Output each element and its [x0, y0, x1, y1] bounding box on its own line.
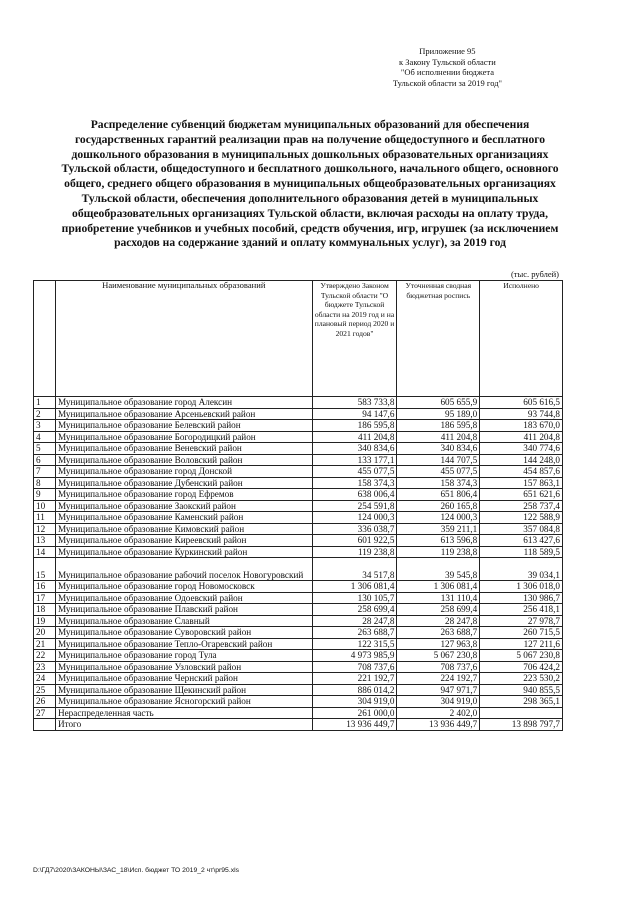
row-approved: 94 147,6	[312, 408, 397, 420]
row-revised: 359 211,1	[397, 523, 480, 535]
total-label: Итого	[55, 719, 312, 731]
row-number: 7	[34, 466, 56, 478]
row-executed: 5 067 230,8	[480, 650, 563, 662]
row-number: 24	[34, 673, 56, 685]
row-approved: 411 204,8	[312, 431, 397, 443]
row-revised: 613 596,8	[397, 535, 480, 547]
row-name: Муниципальное образование Ясногорский район	[55, 696, 312, 708]
row-approved: 34 517,8	[312, 558, 397, 581]
annex-line-1: Приложение 95	[419, 46, 476, 56]
table-header-row	[34, 281, 563, 397]
row-name: Муниципальное образование Заокский район	[55, 500, 312, 512]
row-name: Муниципальное образование Богородицкий район	[55, 431, 312, 443]
total-number-cell	[34, 719, 56, 731]
row-executed: 258 737,4	[480, 500, 563, 512]
table-row	[34, 604, 563, 616]
row-number: 13	[34, 535, 56, 547]
row-number: 10	[34, 500, 56, 512]
row-revised: 39 545,8	[397, 558, 480, 581]
row-approved: 133 177,1	[312, 454, 397, 466]
row-executed: 298 365,1	[480, 696, 563, 708]
table-row	[34, 546, 563, 558]
row-revised: 127 963,8	[397, 638, 480, 650]
row-revised: 947 971,7	[397, 684, 480, 696]
row-name: Муниципальное образование Каменский район	[55, 512, 312, 524]
row-name: Муниципальное образование Одоевский район	[55, 592, 312, 604]
row-executed: 706 424,2	[480, 661, 563, 673]
row-name: Муниципальное образование город Донской	[55, 466, 312, 478]
row-revised: 455 077,5	[397, 466, 480, 478]
table-row	[34, 397, 563, 409]
header-executed: Исполнено	[480, 281, 563, 397]
row-executed: 223 530,2	[480, 673, 563, 685]
row-approved: 708 737,6	[312, 661, 397, 673]
row-executed: 130 986,7	[480, 592, 563, 604]
table-row	[34, 523, 563, 535]
table-row	[34, 500, 563, 512]
table-row	[34, 650, 563, 662]
row-name: Муниципальное образование Щекинский район	[55, 684, 312, 696]
row-approved: 4 973 985,9	[312, 650, 397, 662]
row-approved: 261 000,0	[312, 707, 397, 719]
table-row	[34, 558, 563, 581]
table-row	[34, 408, 563, 420]
row-approved: 886 014,2	[312, 684, 397, 696]
row-executed: 454 857,6	[480, 466, 563, 478]
header-number	[34, 281, 56, 397]
table-row	[34, 661, 563, 673]
row-number: 3	[34, 420, 56, 432]
annex-line-4: Тульской области за 2019 год"	[392, 77, 502, 88]
table-row	[34, 431, 563, 443]
row-executed: 118 589,5	[480, 546, 563, 558]
row-number: 25	[34, 684, 56, 696]
row-approved: 124 000,3	[312, 512, 397, 524]
row-executed: 357 084,8	[480, 523, 563, 535]
row-name: Муниципальное образование Воловский район	[55, 454, 312, 466]
table-row	[34, 696, 563, 708]
table-row	[34, 592, 563, 604]
row-revised: 605 655,9	[397, 397, 480, 409]
row-approved: 304 919,0	[312, 696, 397, 708]
row-revised: 304 919,0	[397, 696, 480, 708]
row-name: Муниципальное образование Веневский район	[55, 443, 312, 455]
row-approved: 130 105,7	[312, 592, 397, 604]
row-number: 26	[34, 696, 56, 708]
row-number: 12	[34, 523, 56, 535]
table-row	[34, 454, 563, 466]
row-approved: 221 192,7	[312, 673, 397, 685]
row-number: 6	[34, 454, 56, 466]
row-executed: 127 211,6	[480, 638, 563, 650]
row-revised: 131 110,4	[397, 592, 480, 604]
row-approved: 638 006,4	[312, 489, 397, 501]
row-revised: 1 306 081,4	[397, 581, 480, 593]
row-approved: 455 077,5	[312, 466, 397, 478]
row-executed: 1 306 018,0	[480, 581, 563, 593]
row-revised: 260 165,8	[397, 500, 480, 512]
row-number: 16	[34, 581, 56, 593]
row-number: 2	[34, 408, 56, 420]
row-approved: 119 238,8	[312, 546, 397, 558]
row-number: 17	[34, 592, 56, 604]
table-row	[34, 443, 563, 455]
table-row	[34, 684, 563, 696]
row-name: Муниципальное образование Тепло-Огаревский район	[55, 638, 312, 650]
row-name: Муниципальное образование Кимовский район	[55, 523, 312, 535]
row-revised: 5 067 230,8	[397, 650, 480, 662]
row-executed: 122 588,9	[480, 512, 563, 524]
row-name: Муниципальное образование Узловский район	[55, 661, 312, 673]
total-executed: 13 898 797,7	[480, 719, 563, 731]
row-number: 22	[34, 650, 56, 662]
table-row	[34, 581, 563, 593]
row-number: 27	[34, 707, 56, 719]
row-name: Муниципальное образование Чернский район	[55, 673, 312, 685]
table-row	[34, 615, 563, 627]
row-executed: 144 248,0	[480, 454, 563, 466]
row-name: Муниципальное образование Арсеньевский район	[55, 408, 312, 420]
row-number: 19	[34, 615, 56, 627]
table-row	[34, 512, 563, 524]
row-revised: 708 737,6	[397, 661, 480, 673]
row-name: Муниципальное образование город Новомосковск	[55, 581, 312, 593]
row-executed: 256 418,1	[480, 604, 563, 616]
table-row	[34, 420, 563, 432]
file-path-footer: D:\ГД7\2020\ЗАКОНЫ\ЗАС_18\Исп. бюджет ТО 2019_2 чт\pr95.xls	[33, 867, 240, 874]
table-row	[34, 707, 563, 719]
row-number: 4	[34, 431, 56, 443]
row-revised: 186 595,8	[397, 420, 480, 432]
header-revised: Уточненная сводная бюджетная роспись	[397, 281, 480, 397]
row-approved: 263 688,7	[312, 627, 397, 639]
table-row	[34, 638, 563, 650]
row-executed	[480, 707, 563, 719]
row-approved: 340 834,6	[312, 443, 397, 455]
header-name: Наименование муниципальных образований	[55, 281, 312, 397]
row-number: 5	[34, 443, 56, 455]
row-revised: 158 374,3	[397, 477, 480, 489]
table-body	[34, 397, 563, 719]
row-revised: 95 189,0	[397, 408, 480, 420]
row-approved: 336 038,7	[312, 523, 397, 535]
document-title: Распределение субвенций бюджетам муниципальных образований для обеспечения государственных гарантий реализации прав на получение общедоступного и бесплатного дошкольного образования в муниципальных дошкольных образовательных организациях Тульской области, общедоступного и бесплатного дошкольного, начального общего, основного общего, среднего общего образования в муниципальных общеобразовательных организациях Тульской области, обеспечения дополнительного образования детей в муниципальных общеобразовательных организациях Тульской области, включая расходы на оплату труда, приобретение учебников и учебных пособий, средств обучения, игр, игрушек (за исключением расходов на содержание зданий и оплату коммунальных услуг), за 2019 год	[61, 118, 559, 250]
row-number: 9	[34, 489, 56, 501]
row-executed: 27 978,7	[480, 615, 563, 627]
row-executed: 940 855,5	[480, 684, 563, 696]
row-number: 15	[34, 558, 56, 581]
table-row	[34, 489, 563, 501]
row-executed: 340 774,6	[480, 443, 563, 455]
row-approved: 28 247,8	[312, 615, 397, 627]
row-revised: 28 247,8	[397, 615, 480, 627]
row-name: Муниципальное образование Суворовский район	[55, 627, 312, 639]
row-revised: 2 402,0	[397, 707, 480, 719]
row-executed: 183 670,0	[480, 420, 563, 432]
row-executed: 39 034,1	[480, 558, 563, 581]
units-label: (тыс. рублей)	[510, 269, 559, 279]
row-approved: 583 733,8	[312, 397, 397, 409]
total-approved: 13 936 449,7	[312, 719, 397, 731]
subvention-table	[33, 280, 563, 731]
row-number: 11	[34, 512, 56, 524]
row-revised: 144 707,5	[397, 454, 480, 466]
row-name: Муниципальное образование Белевский район	[55, 420, 312, 432]
row-revised: 124 000,3	[397, 512, 480, 524]
row-number: 23	[34, 661, 56, 673]
annex-line-3: "Об исполнении бюджета	[400, 67, 494, 77]
row-name: Муниципальное образование Плавский район	[55, 604, 312, 616]
row-name: Нераспределенная часть	[55, 707, 312, 719]
row-number: 18	[34, 604, 56, 616]
total-row	[34, 719, 563, 731]
row-name: Муниципальное образование Дубенский район	[55, 477, 312, 489]
row-name: Муниципальное образование город Алексин	[55, 397, 312, 409]
row-revised: 340 834,6	[397, 443, 480, 455]
row-approved: 1 306 081,4	[312, 581, 397, 593]
total-revised: 13 936 449,7	[397, 719, 480, 731]
table-row	[34, 627, 563, 639]
row-name: Муниципальное образование рабочий поселок Новогуровский	[55, 558, 312, 581]
row-number: 1	[34, 397, 56, 409]
annex-line-2: к Закону Тульской области	[399, 56, 496, 67]
row-executed: 157 863,1	[480, 477, 563, 489]
row-number: 14	[34, 546, 56, 558]
row-executed: 260 715,5	[480, 627, 563, 639]
row-approved: 186 595,8	[312, 420, 397, 432]
table-row	[34, 673, 563, 685]
table-row	[34, 466, 563, 478]
row-revised: 651 806,4	[397, 489, 480, 501]
header-approved: Утверждено Законом Тульской области "О бюджете Тульской области на 2019 год и на плановый период 2020 и 2021 годов"	[312, 281, 397, 397]
row-revised: 263 688,7	[397, 627, 480, 639]
table-row	[34, 535, 563, 547]
row-revised: 119 238,8	[397, 546, 480, 558]
row-name: Муниципальное образование город Ефремов	[55, 489, 312, 501]
row-number: 8	[34, 477, 56, 489]
table-row	[34, 477, 563, 489]
row-executed: 651 621,6	[480, 489, 563, 501]
row-approved: 254 591,8	[312, 500, 397, 512]
row-revised: 258 699,4	[397, 604, 480, 616]
row-approved: 258 699,4	[312, 604, 397, 616]
row-executed: 605 616,5	[480, 397, 563, 409]
row-executed: 93 744,8	[480, 408, 563, 420]
row-name: Муниципальное образование город Тула	[55, 650, 312, 662]
row-approved: 601 922,5	[312, 535, 397, 547]
row-revised: 411 204,8	[397, 431, 480, 443]
row-name: Муниципальное образование Киреевский район	[55, 535, 312, 547]
row-approved: 158 374,3	[312, 477, 397, 489]
row-number: 20	[34, 627, 56, 639]
row-name: Муниципальное образование Славный	[55, 615, 312, 627]
annex-block	[393, 46, 502, 88]
row-executed: 613 427,6	[480, 535, 563, 547]
row-executed: 411 204,8	[480, 431, 563, 443]
row-revised: 224 192,7	[397, 673, 480, 685]
row-number: 21	[34, 638, 56, 650]
row-approved: 122 315,5	[312, 638, 397, 650]
row-name: Муниципальное образование Куркинский район	[55, 546, 312, 558]
